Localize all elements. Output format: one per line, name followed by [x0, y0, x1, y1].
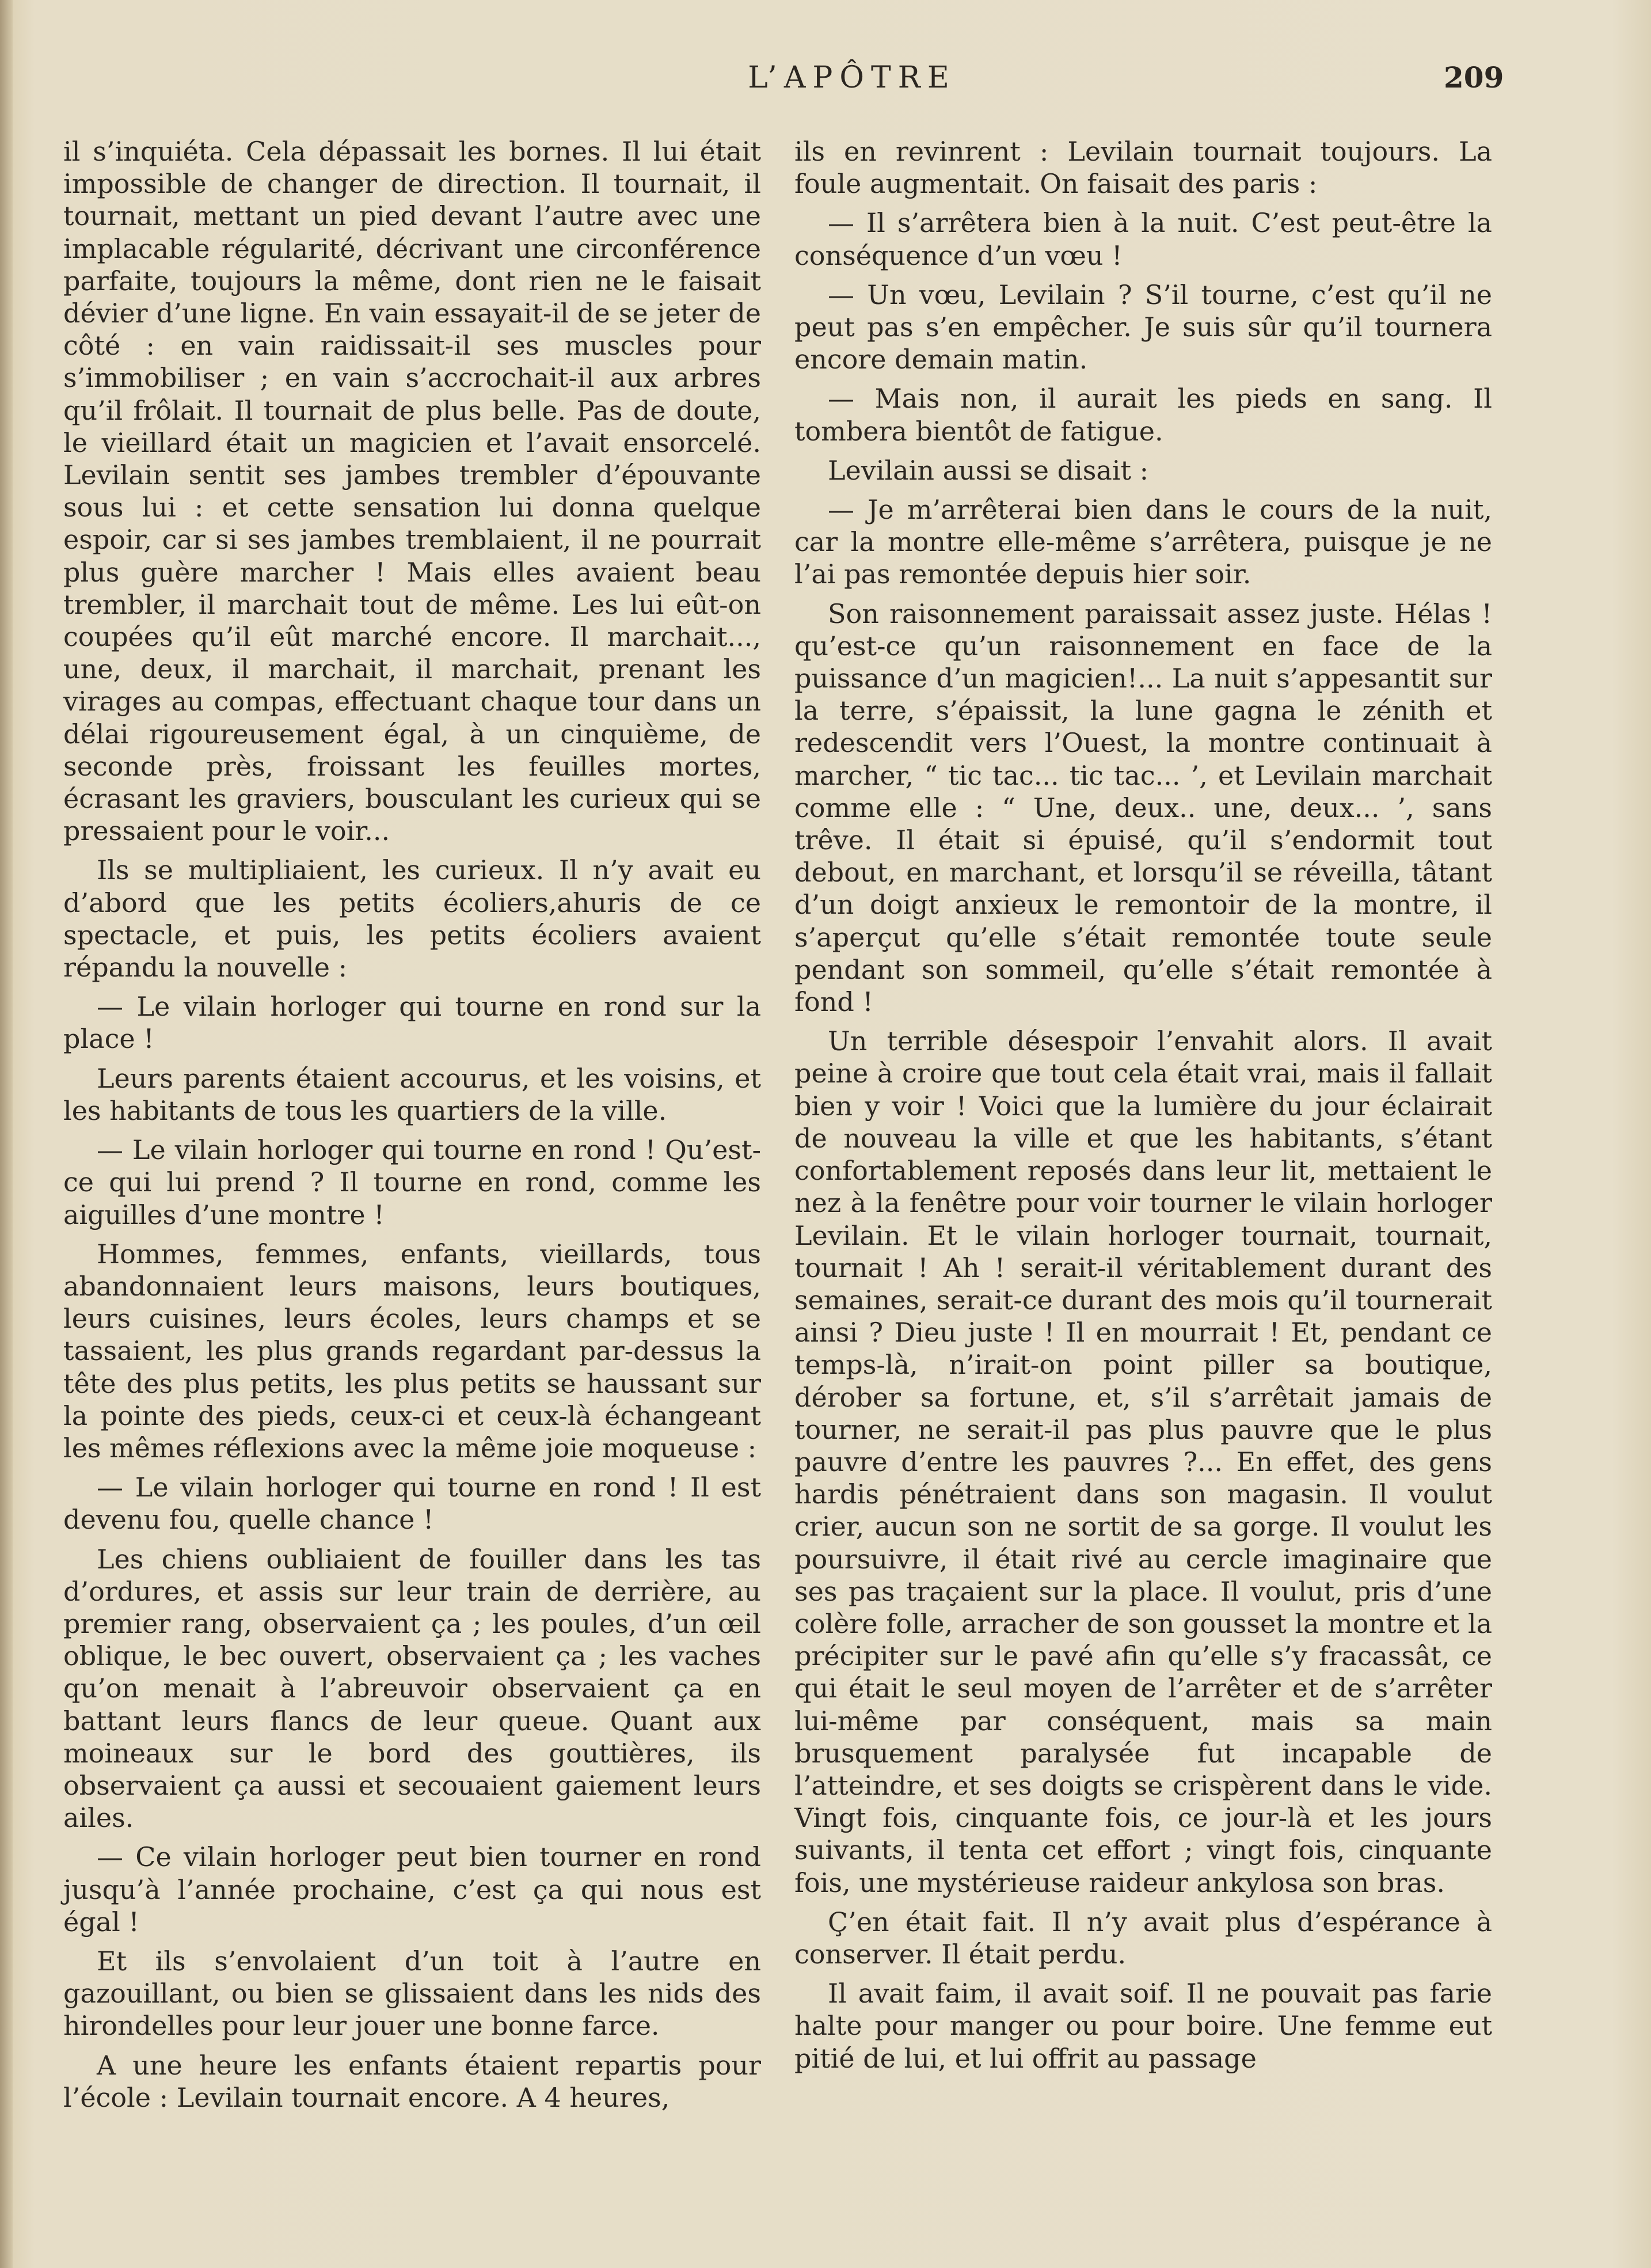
right-column	[794, 135, 1492, 2081]
paragraph: Levilain aussi se disait :	[828, 454, 1149, 486]
left-column	[63, 135, 761, 2121]
paragraph: Et ils s’envolaient d’un toit à l’autre en gazouillant, ou bien se glissaient dans les nids des hirondelles pour leur jouer une bonne farce.	[63, 1945, 761, 2042]
paragraph: Ils se multipliaient, les curieux. Il n’y avait eu d’abord que les petits écoliers,ahuris de ce spectacle, et puis, les petits écoliers avaient répandu la nouvelle :	[63, 854, 761, 983]
running-title: L’APÔTRE	[748, 60, 956, 95]
paragraph: A une heure les enfants étaient repartis pour l’école : Levilain tournait encore. A 4 heures,	[63, 2049, 761, 2113]
dialogue-line: — Il s’arrêtera bien à la nuit. C’est peut-être la conséquence d’un vœu !	[794, 207, 1492, 271]
paragraph: Ç’en était fait. Il n’y avait plus d’espérance à conserver. Il était perdu.	[794, 1906, 1492, 1970]
dialogue-line: — Ce vilain horloger peut bien tourner en rond jusqu’à l’année prochaine, c’est ça qui nous est égal !	[63, 1841, 761, 1938]
paragraph: Les chiens oubliaient de fouiller dans les tas d’ordures, et assis sur leur train de derrière, au premier rang, observaient ça ; les poules, d’un œil oblique, le bec ouvert, observaient ça ; les vaches qu’on menait à l’abreuvoir observaient ça en battant leurs flancs de leur queue. Quant aux moineaux sur le bord des gouttières, ils observaient ça aussi et secouaient gaiement leurs ailes.	[63, 1543, 761, 1834]
paragraph: Hommes, femmes, enfants, vieillards, tous abandonnaient leurs maisons, leurs boutiques, leurs cuisines, leurs écoles, leurs champs et se tassaient, les plus grands regardant par-dessus la tête des plus petits, les plus petits se haussant sur la pointe des pieds, ceux-ci et ceux-là échangeant les mêmes réflexions avec la même joie moqueuse :	[63, 1238, 761, 1464]
binding-shadow	[0, 0, 13, 2268]
page-number: 209	[1444, 60, 1504, 94]
paragraph: ils en revinrent : Levilain tournait toujours. La foule augmentait. On faisait des paris :	[794, 136, 1492, 200]
dialogue-line: — Mais non, il aurait les pieds en sang. Il tombera bientôt de fatigue.	[794, 383, 1492, 447]
paragraph: Il avait faim, il avait soif. Il ne pouvait pas farie halte pour manger ou pour boire. Une femme eut pitié de lui, et lui offrit au passage	[794, 1978, 1492, 2074]
paragraph: Leurs parents étaient accourus, et les voisins, et les habitants de tous les quartiers de la ville.	[63, 1062, 761, 1126]
paragraph: Son raisonnement paraissait assez juste. Hélas ! qu’est-ce qu’un raisonnement en face de la puissance d’un magicien!... La nuit s’appesantit sur la terre, s’épaissit, la lune gagna le zénith et redescendit vers l’Ouest, la montre continuait à marcher, “ tic tac... tic tac... ’, et Levilain marchait comme elle : “ Une, deux.. une, deux... ’, sans trêve. Il était si épuisé, qu’il s’endormit tout debout, en marchant, et lorsqu’il se réveilla, tâtant d’un doigt anxieux le remontoir de la montre, il s’aperçut qu’elle s’était remontée toute seule pendant son sommeil, qu’elle s’était remontée à fond !	[794, 598, 1492, 1018]
dialogue-line: — Le vilain horloger qui tourne en rond sur la place !	[63, 991, 761, 1055]
paragraph: Un terrible désespoir l’envahit alors. Il avait peine à croire que tout cela était vrai, mais il fallait bien y voir ! Voici que la lumière du jour éclairait de nouveau la ville et que les habitants, s’étant confortablement reposés dans leur lit, mettaient le nez à la fenêtre pour voir tourner le vilain horloger Levilain. Et le vilain horloger tournait, tournait, tournait ! Ah ! serait-il véritablement durant des semaines, serait-ce durant des mois qu’il tournerait ainsi ? Dieu juste ! Il en mourrait ! Et, pendant ce temps-là, n’irait-on point piller sa boutique, dérober sa fortune, et, s’il s’arrêtait jamais de tourner, ne serait-il pas plus pauvre que le plus pauvre d’entre les pauvres ?... En effet, des gens hardis pénétraient dans son magasin. Il voulut crier, aucun son ne sortit de sa gorge. Il voulut les poursuivre, il était rivé au cercle imaginaire que ses pas traçaient sur la place. Il voulut, pris d’une colère folle, arracher de son gousset la montre et la précipiter sur le pavé afin qu’elle s’y fracassât, ce qui était le seul moyen de l’arrêter et de s’arrêter lui-même par conséquent, mais sa main brusquement paralysée fut incapable de l’atteindre, et ses doigts se crispèrent dans le vide. Vingt fois, cinquante fois, ce jour-là et les jours suivants, il tenta cet effort ; vingt fois, cinquante fois, une mystérieuse raideur ankylosa son bras.	[794, 1025, 1492, 1898]
dialogue-line: — Je m’arrêterai bien dans le cours de la nuit, car la montre elle-même s’arrêtera, puisque je ne l’ai pas remontée depuis hier soir.	[794, 494, 1492, 590]
dialogue-line: — Un vœu, Levilain ? S’il tourne, c’est qu’il ne peut pas s’en empêcher. Je suis sûr qu’il tournera encore demain matin.	[794, 279, 1492, 375]
paragraph: il s’inquiéta. Cela dépassait les bornes. Il lui était impossible de changer de direction. Il tournait, il tournait, mettant un pied devant l’autre avec une implacable régularité, décrivant une circonférence parfaite, toujours la même, dont rien ne le faisait dévier d’une ligne. En vain essayait-il de se jeter de côté : en vain raidissait-il ses muscles pour s’immobiliser ; en vain s’accrochait-il aux arbres qu’il frôlait. Il tournait de plus belle. Pas de doute, le vieillard était un magicien et l’avait ensorcelé. Levilain sentit ses jambes trembler d’épouvante sous lui : et cette sensation lui donna quelque espoir, car si ses jambes tremblaient, il ne pourrait plus guère marcher ! Mais elles avaient beau trembler, il marchait tout de même. Les lui eût-on coupées qu’il eût marché encore. Il marchait..., une, deux, il marchait, il marchait, prenant les virages au compas, effectuant chaque tour dans un délai rigoureusement égal, à un cinquième, de seconde près, froissant les feuilles mortes, écrasant les graviers, bousculant les curieux qui se pressaient pour le voir...	[63, 136, 761, 847]
dialogue-line: — Le vilain horloger qui tourne en rond ! Il est devenu fou, quelle chance !	[63, 1472, 761, 1536]
dialogue-line: — Le vilain horloger qui tourne en rond ! Qu’est-ce qui lui prend ? Il tourne en rond, comme les aiguilles d’une montre !	[63, 1134, 761, 1230]
